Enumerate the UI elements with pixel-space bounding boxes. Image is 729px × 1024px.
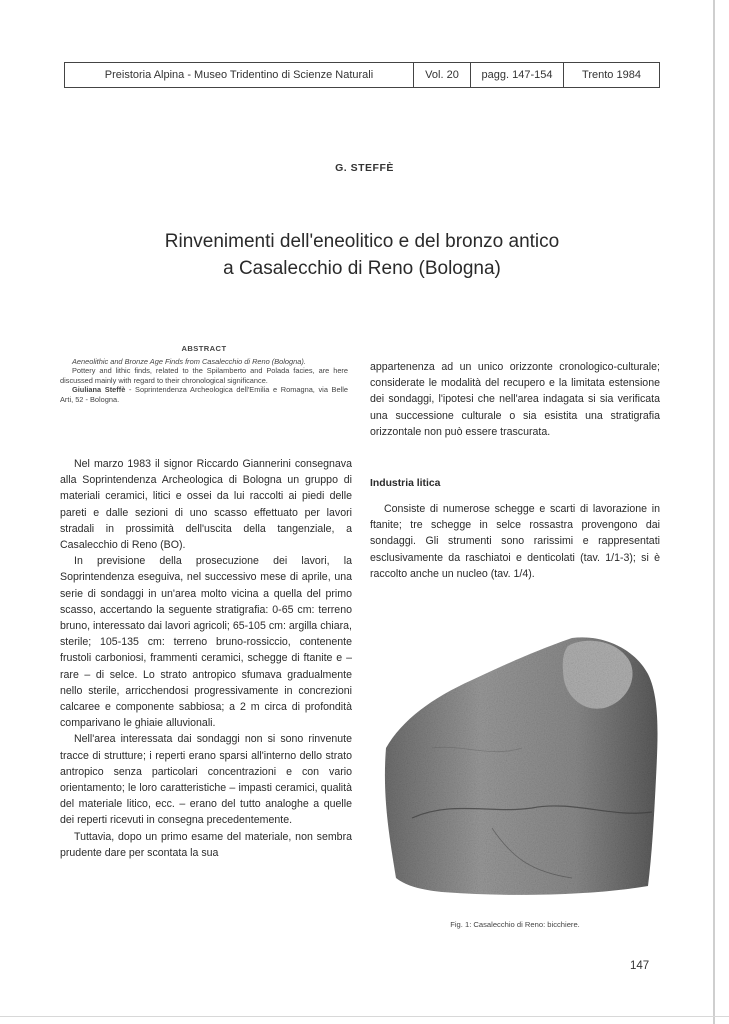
- abstract-affiliation: [60, 385, 348, 404]
- section-paragraph: Consiste di numerose schegge e scarti di lavorazione in ftanite; tre schegge in selce rossastra provengono dai sondaggi. Gli strumenti sono rarissimi e rappresentati esclusivamente da raschiatoi e denticolati (tav. 1/1-3); si è raccolto anche un nucleo (tav. 1/4).: [370, 503, 660, 580]
- journal-pages: pagg. 147-154: [471, 63, 564, 87]
- author-name: G. STEFFÈ: [335, 162, 394, 174]
- abstract: [60, 344, 348, 405]
- page-number: 147: [630, 960, 650, 972]
- abstract-heading: ABSTRACT: [181, 344, 227, 353]
- body-paragraph-continued: appartenenza ad un unico orizzonte cronologico-culturale; considerate le modalità del recupero e la limitata estensione dei sondaggi, l'ipotesi che nell'area indagata si sia verificata una successione culturale o sia esistita una stratigrafia orizzontale non può essere trascurata.: [370, 361, 660, 438]
- beaker-image: [372, 628, 662, 898]
- section-heading-industria-litica: Industria litica: [370, 478, 441, 489]
- page-edge-bottom: [0, 1016, 729, 1017]
- journal-place-year: Trento 1984: [582, 69, 641, 81]
- abstract-title-text: Aeneolithic and Bronze Age Finds from Casalecchio di Reno (Bologna).: [72, 356, 306, 366]
- section-body: [370, 501, 660, 582]
- figure-caption: Fig. 1: Casalecchio di Reno: bicchiere.: [450, 920, 580, 929]
- abstract-english-title: [60, 357, 348, 367]
- journal-header: [64, 62, 660, 88]
- figure-beaker-photo: [372, 628, 662, 898]
- abstract-text: Pottery and lithic finds, related to the Spilamberto and Polada facies, are here discussed mainly with regard to their chronological significance.: [60, 366, 348, 385]
- affiliation-address: - Soprintendenza Archeologica dell'Emilia e Romagna, via Belle Arti, 52 - Bologna.: [60, 385, 348, 404]
- right-column-body: [370, 359, 660, 440]
- journal-series: Preistoria Alpina - Museo Tridentino di Scienze Naturali: [65, 63, 414, 87]
- paper-title-line-1: Rinvenimenti dell'eneolitico e del bronzo antico: [164, 231, 560, 252]
- paper-title-line-2: a Casalecchio di Reno (Bologna): [223, 258, 501, 279]
- body-paragraph: Nell'area interessata dai sondaggi non si sono rinvenute tracce di strutture; i reperti erano sparsi all'interno dello strato antropico senza particolari concentrazioni e con vario orientamento; le loro caratteristiche – impasti ceramici, qualità del materiale litico, ecc. – erano del tutto analoghe a quelle dei reperti ricevuti in consegna precedentemente.: [60, 733, 352, 827]
- page-edge-right: [713, 0, 715, 1024]
- journal-volume: Vol. 20: [414, 63, 471, 87]
- body-paragraph: In previsione della prosecuzione dei lavori, la Soprintendenza eseguiva, nel successivo mese di aprile, una serie di sondaggi in un'area molto vicina a quella del primo scasso, accertando la seguente stratigrafia: 0-65 cm: terreno bruno, interessato dai lavori agricoli; 65-105 cm: argilla chiara, sterile; 105-135 cm: terreno bruno-rossiccio, contenente frustoli carboniosi, frammenti ceramici, schegge di ftanite e – rare – di selce. Lo strato antropico sfumava gradualmente nello sterile, arricchendosi progressivamente in concrezioni calcaree e componente sabbiosa; a 2 m circa di profondità comparivano le ghiaie alluvionali.: [60, 555, 352, 730]
- paper-title: [64, 228, 660, 282]
- affiliation-author: Giuliana Steffè: [72, 385, 126, 395]
- left-column-body: [60, 456, 352, 861]
- body-paragraph: Nel marzo 1983 il signor Riccardo Giannerini consegnava alla Soprintendenza Archeologica di Bologna un gruppo di materiali ceramici, litici e ossei da lui raccolti ai piedi delle pareti e dalle sezioni di uno scasso effettuato per lavori stradali in prossimità dell'uscita della tangenziale, a Casalecchio di Reno (BO).: [60, 458, 352, 552]
- body-paragraph: Tuttavia, dopo un primo esame del materiale, non sembra prudente dare per scontata la sua: [60, 830, 352, 859]
